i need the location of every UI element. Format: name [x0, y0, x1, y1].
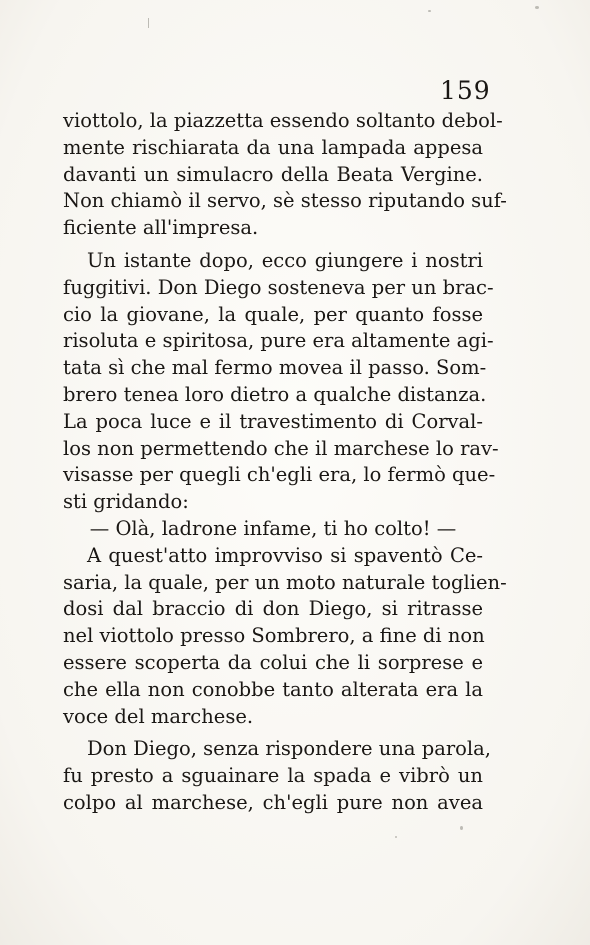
text-line: dosi dal braccio di don Diego, si ritrasse [63, 597, 483, 621]
text-line: saria, la quale, per un moto naturale toglien- [63, 570, 507, 594]
dialogue-line: — Olà, ladrone infame, ti ho colto! — [89, 516, 457, 540]
text-line: brero tenea loro dietro a qualche distanza. [63, 382, 487, 406]
text-line: davanti un simulacro della Beata Vergine. [63, 162, 483, 186]
paragraph-start-line: Un istante dopo, ecco giungere i nostri [87, 248, 483, 272]
text-line: nel viottolo presso Sombrero, a fine di non [63, 624, 485, 648]
text-line: tata sì che mal fermo movea il passo. Som- [63, 356, 487, 380]
text-line: ficiente all'impresa. [63, 216, 259, 240]
text-line: cio la giovane, la quale, per quanto fosse [63, 302, 483, 326]
text-line: Non chiamò il servo, sè stesso riputando suf- [63, 189, 507, 213]
text-line: essere scoperta da colui che li sorprese e [63, 650, 483, 674]
text-line: mente rischiarata da una lampada appesa [63, 135, 483, 159]
text-line: los non permettendo che il marchese lo rav- [63, 436, 499, 460]
text-line: viottolo, la piazzetta essendo soltanto debol- [63, 109, 503, 132]
paper-speck [535, 6, 539, 9]
paper-speck [428, 10, 431, 12]
text-line: risoluta e spiritosa, pure era altamente agi- [63, 329, 494, 353]
paper-speck [395, 836, 397, 838]
page-body-text [63, 108, 507, 817]
paper-speck [148, 18, 149, 28]
text-line: voce del marchese. [63, 704, 254, 728]
text-line: che ella non conobbe tanto alterata era la [63, 677, 483, 701]
text-line: fuggitivi. Don Diego sosteneva per un brac- [63, 275, 494, 299]
text-line: fu presto a sguainare la spada e vibrò un [63, 764, 483, 788]
text-line: visasse per quegli ch'egli era, lo fermò que- [63, 463, 496, 487]
text-line: sti gridando: [63, 490, 189, 514]
paper-speck [460, 826, 463, 830]
text-line: colpo al marchese, ch'egli pure non avea [63, 790, 483, 814]
paragraph-start-line: Don Diego, senza rispondere una parola, [87, 737, 491, 761]
paragraph-start-line: A quest'atto improvviso si spaventò Ce- [87, 543, 483, 567]
page-number: 159 [440, 76, 491, 105]
text-line: La poca luce e il travestimento di Corval- [63, 409, 483, 433]
